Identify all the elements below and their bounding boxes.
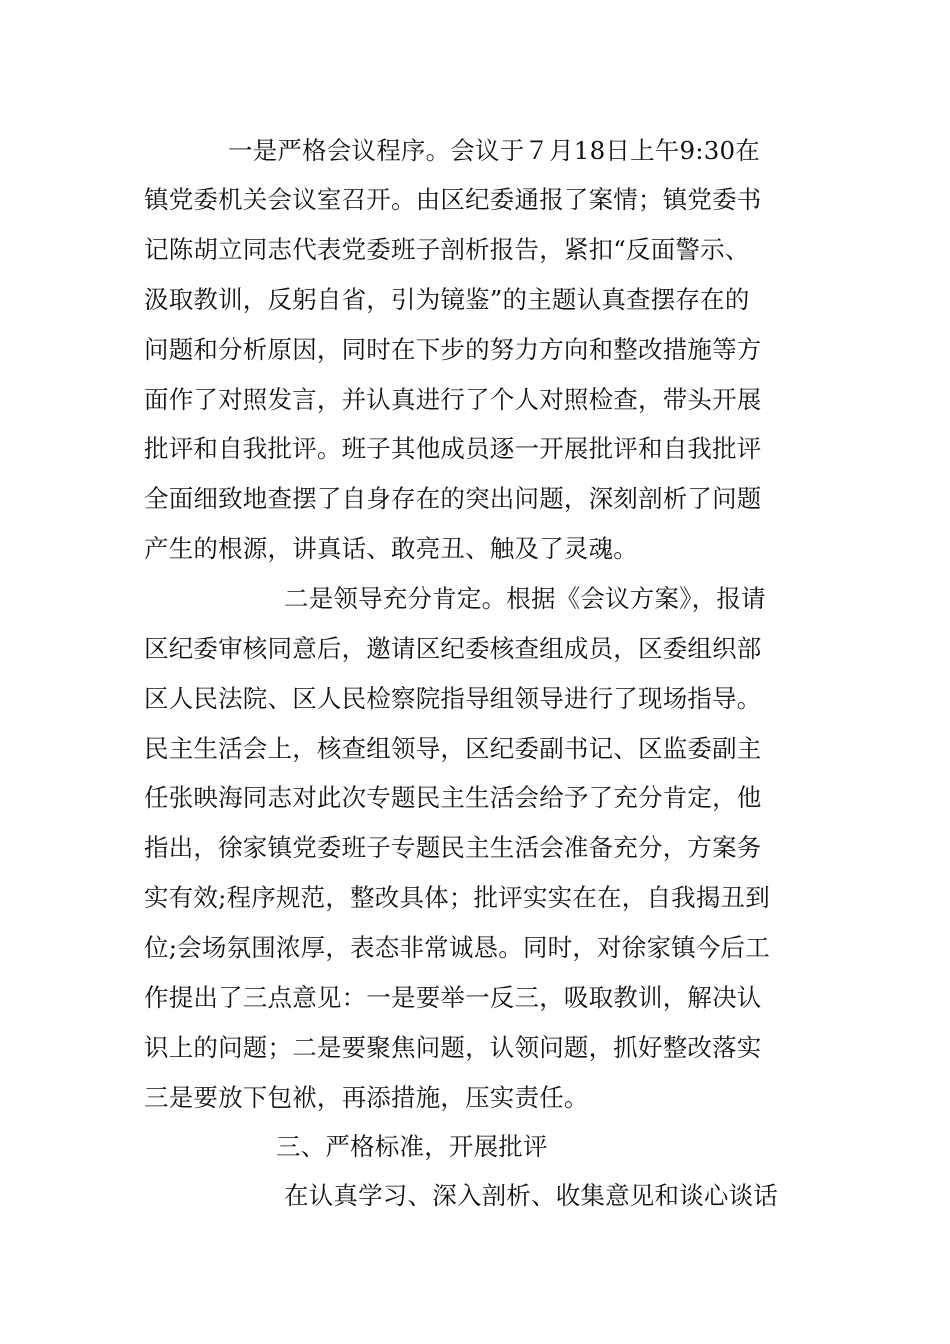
paragraph-line: 识上的问题；二是要聚焦问题，认领问题，抓好整改落实 [144,1033,762,1062]
paragraph-line: 作提出了三点意见：一是要举一反三，吸取教训，解决认 [144,983,762,1012]
paragraph-line: 镇党委机关会议室召开。由区纪委通报了案情；镇党委书 [144,185,762,214]
paragraph-line: 批评和自我批评。班子其他成员逐一开展批评和自我批评 [144,434,762,463]
paragraph-line: 三是要放下包袱，再添措施，压实责任。 [144,1083,589,1112]
paragraph-line: 位;会场氛围浓厚，表态非常诚恳。同时，对徐家镇今后工 [144,933,770,962]
paragraph-line: 任张映海同志对此次专题民主生活会给予了充分肯定，他 [144,783,762,812]
section-heading: 三、严格标准，开展批评 [276,1132,548,1161]
paragraph-line: 区纪委审核同意后，邀请区纪委核查组成员，区委组织部 [144,634,762,663]
paragraph-line: 民主生活会上，核查组领导，区纪委副书记、区监委副主 [144,734,762,763]
paragraph-line: 面作了对照发言，并认真进行了个人对照检查，带头开展 [144,385,762,414]
paragraph-line: 实有效;程序规范，整改具体；批评实实在在，自我揭丑到 [144,883,770,912]
paragraph-line: 全面细致地查摆了自身存在的突出问题，深刻剖析了问题 [144,484,762,513]
paragraph-line: 问题和分析原因，同时在下步的努力方向和整改措施等方 [144,335,762,364]
paragraph-line: 一是严格会议程序。会议于７月18日上午9:30在 [228,136,760,165]
paragraph-line: 在认真学习、深入剖析、收集意见和谈心谈话 [284,1181,778,1210]
paragraph-line: 记陈胡立同志代表党委班子剖析报告，紧扣“反面警示、 [144,235,750,264]
paragraph-line: 二是领导充分肯定。根据《会议方案》，报请 [284,584,766,613]
paragraph-line: 区人民法院、区人民检察院指导组领导进行了现场指导。 [144,684,762,713]
paragraph-line: 指出，徐家镇党委班子专题民主生活会准备充分，方案务 [144,833,762,862]
paragraph-line: 产生的根源，讲真话、敢亮丑、触及了灵魂。 [144,534,638,563]
paragraph-line: 汲取教训，反躬自省，引为镜鉴”的主题认真查摆存在的 [144,285,750,314]
